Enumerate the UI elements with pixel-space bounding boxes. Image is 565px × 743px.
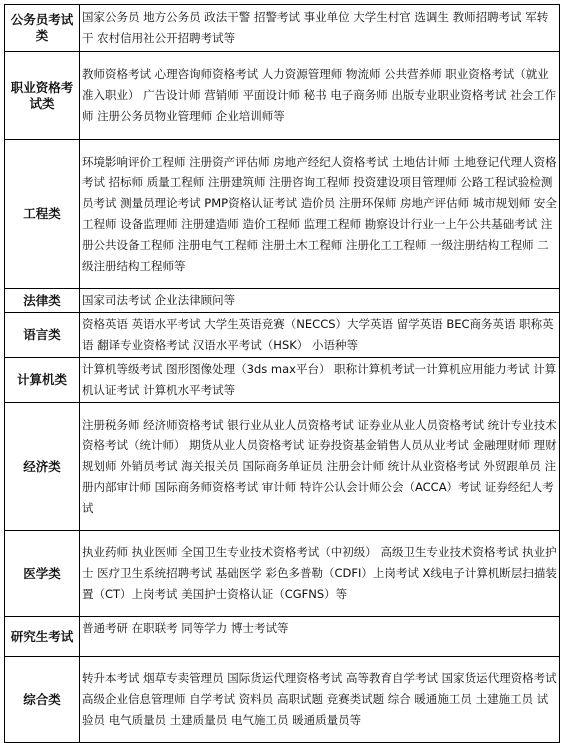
table-row bbox=[5, 5, 560, 52]
table-row bbox=[5, 313, 560, 358]
items-cell: 计算机等级考试 图形图像处理（3ds max平台） 职称计算机考试一计算机应用能力考试 计算机认证考试 计算机水平考试等 bbox=[80, 358, 560, 403]
table-row bbox=[5, 358, 560, 403]
table-row bbox=[5, 617, 560, 657]
items-cell: 转升本考试 烟草专卖管理员 国际货运代理资格考试 高等教育自学考试 国家货运代理资格考试 高级企业信息管理师 自学考试 资料员 高职试题 竞赛类试题 综合 暖通施工员 土建施工员 试验员 电气质量员 土建质量员 电气施工员 暖通质量员等 bbox=[80, 657, 560, 743]
category-cell: 公务员考试类 bbox=[5, 5, 80, 52]
category-cell: 法律类 bbox=[5, 289, 80, 313]
items-cell: 注册税务师 经济师资格考试 银行业从业人员资格考试 证券业从业人员资格考试 统计专业技术资格考试（统计师） 期货从业人员资格考试 证券投资基金销售人员从业考试 金融理财师 理财规划师 外销员考试 海关报关员 国际商务单证员 注册会计师 统计从业资格考试 外贸跟单员 注册内部审计师 国际商务师资格考试 审计师 特许公认会计师公会（ACCA）考试 证券经纪人考试 bbox=[80, 403, 560, 531]
category-cell: 医学类 bbox=[5, 531, 80, 617]
category-cell: 工程类 bbox=[5, 140, 80, 289]
table-row bbox=[5, 289, 560, 313]
table-row bbox=[5, 531, 560, 617]
items-cell: 普通考研 在职联考 同等学力 博士考试等 bbox=[80, 617, 560, 657]
items-cell: 教师资格考试 心理咨询师资格考试 人力资源管理师 物流师 公共营养师 职业资格考试（就业准入职业） 广告设计师 营销师 平面设计师 秘书 电子商务师 出版专业职业资格考试 社会工作师 注册公务员物业管理师 企业培训师等 bbox=[80, 52, 560, 140]
category-cell: 计算机类 bbox=[5, 358, 80, 403]
exam-category-table bbox=[4, 4, 560, 743]
table-row bbox=[5, 403, 560, 531]
category-cell: 语言类 bbox=[5, 313, 80, 358]
items-cell: 资格英语 英语水平考试 大学生英语竞赛（NECCS）大学英语 留学英语 BEC商务英语 职称英语 翻译专业资格考试 汉语水平考试（HSK） 小语种等 bbox=[80, 313, 560, 358]
category-cell: 综合类 bbox=[5, 657, 80, 743]
category-cell: 经济类 bbox=[5, 403, 80, 531]
table-row bbox=[5, 657, 560, 743]
items-cell: 执业药师 执业医师 全国卫生专业技术资格考试（中初级） 高级卫生专业技术资格考试 执业护士 医疗卫生系统招聘考试 基础医学 彩色多普勒（CDFI）上岗考试 X线电子计算机断层扫描装置（CT）上岗考试 美国护士资格认证（CGFNS）等 bbox=[80, 531, 560, 617]
table-row bbox=[5, 140, 560, 289]
table-row bbox=[5, 52, 560, 140]
items-cell: 国家司法考试 企业法律顾问等 bbox=[80, 289, 560, 313]
items-cell: 环境影响评价工程师 注册资产评估师 房地产经纪人资格考试 土地估计师 土地登记代理人资格考试 招标师 质量工程师 注册建筑师 注册咨询工程师 投资建设项目管理师 公路工程试验检测员考试 测量员理论考试 PMP资格认证考试 造价员 注册环保师 房地产评估师 城市规划师 安全工程师 设备监理师 注册建造师 造价工程师 监理工程师 勘察设计行业一上午公共基础考试 注册公共设备工程师 注册电气工程师 注册土木工程师 注册化工工程师 一级注册结构工程师 二级注册结构工程师等 bbox=[80, 140, 560, 289]
category-cell: 研究生考试 bbox=[5, 617, 80, 657]
items-cell: 国家公务员 地方公务员 政法干警 招警考试 事业单位 大学生村官 选调生 教师招聘考试 军转干 农村信用社公开招聘考试等 bbox=[80, 5, 560, 52]
category-cell: 职业资格考试类 bbox=[5, 52, 80, 140]
